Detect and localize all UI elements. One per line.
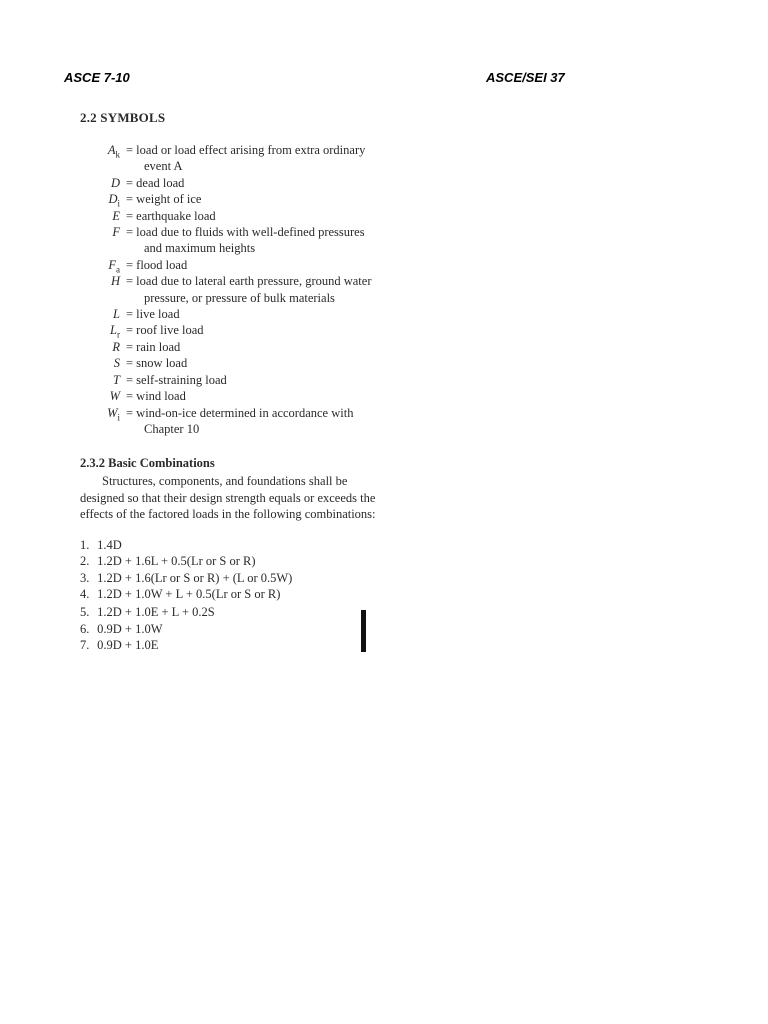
symbol-term (80, 405, 120, 426)
combination-row (80, 621, 380, 637)
symbols-title: 2.2 SYMBOLS (80, 110, 166, 125)
combination-number: 3. (80, 570, 90, 585)
combination-row (80, 537, 380, 553)
symbol-letter: D (110, 175, 120, 190)
symbol-definition: = roof live load (126, 323, 204, 338)
symbol-letter: E (112, 208, 120, 223)
symbol-definition-continuation: and maximum heights (144, 241, 256, 256)
symbol-letter: S (113, 356, 120, 371)
symbol-definition: = self-straining load (126, 372, 227, 387)
symbol-letter: H (110, 274, 120, 289)
symbol-row (80, 224, 380, 257)
combination-row (80, 570, 380, 586)
symbol-definition: = dead load (126, 175, 185, 190)
margin-change-bar (361, 610, 366, 652)
combination-row (80, 586, 380, 602)
combinations-list (80, 537, 380, 654)
symbols-list (80, 142, 380, 437)
symbol-definition: = load due to lateral earth pressure, ground water (126, 274, 372, 289)
symbol-term (80, 388, 120, 404)
basic-combinations-title: 2.3.2 Basic Combinations (80, 456, 215, 471)
symbol-letter: D (108, 192, 118, 207)
combination-number: 2. (80, 554, 90, 569)
symbol-definition: = weight of ice (126, 192, 202, 207)
symbol-definition: = wind-on-ice determined in accordance with (126, 405, 354, 420)
header-right: ASCE/SEI 37 (486, 70, 565, 85)
symbol-term (80, 339, 120, 355)
combination-formula: 1.2D + 1.0E + L + 0.2S (94, 605, 215, 620)
symbol-row (80, 405, 380, 438)
symbol-letter: T (113, 372, 120, 387)
combination-formula: 1.2D + 1.0W + L + 0.5(Lr or S or R) (94, 587, 281, 602)
symbol-subscript: i (117, 412, 120, 422)
combination-formula: 1.4D (94, 537, 122, 552)
symbol-subscript: a (116, 264, 120, 275)
symbol-row (80, 306, 380, 322)
combination-number: 4. (80, 587, 90, 602)
basic-combinations-paragraph: Structures, components, and foundations shall be designed so that their design strength equals or exceeds the effects of the factored loads in the following combinations: (80, 474, 376, 522)
symbol-subscript: r (117, 329, 120, 340)
symbol-definition: = wind load (126, 389, 186, 404)
combination-formula: 1.2D + 1.6L + 0.5(Lr or S or R) (94, 554, 256, 569)
symbol-row (80, 372, 380, 388)
symbol-row (80, 388, 380, 404)
symbol-row (80, 322, 380, 338)
symbol-term (80, 273, 120, 289)
symbol-definition-continuation: pressure, or pressure of bulk materials (144, 290, 335, 305)
combination-row (80, 553, 380, 569)
symbol-definition: = load or load effect arising from extra ordinary (126, 143, 366, 157)
combination-number: 5. (80, 605, 90, 620)
symbol-subscript: i (117, 198, 120, 209)
symbol-row (80, 257, 380, 273)
symbol-letter: F (112, 225, 120, 240)
symbol-letter: W (107, 405, 118, 420)
symbol-term (80, 372, 120, 388)
combination-number: 1. (80, 537, 90, 552)
symbol-letter: A (107, 143, 116, 157)
symbol-row (80, 191, 380, 207)
symbol-definition: = load due to fluids with well-defined pressures (126, 225, 365, 240)
symbol-row (80, 208, 380, 224)
symbol-term (80, 306, 120, 322)
symbol-definition: = snow load (126, 356, 188, 371)
symbol-definition-continuation: event A (144, 159, 183, 174)
combination-number: 6. (80, 621, 90, 636)
symbol-letter: W (109, 389, 120, 404)
symbol-term (80, 355, 120, 371)
symbol-term (80, 175, 120, 191)
symbol-definition: = flood load (126, 257, 188, 272)
symbol-term (80, 224, 120, 240)
combination-formula: 0.9D + 1.0W (94, 621, 163, 636)
symbol-subscript: k (115, 149, 120, 160)
symbol-letter: F (108, 257, 116, 272)
header-left: ASCE 7-10 (64, 70, 130, 85)
combination-row (80, 604, 380, 620)
symbol-term (80, 142, 120, 163)
symbol-letter: L (113, 307, 120, 322)
symbol-term (80, 208, 120, 224)
symbol-row (80, 175, 380, 191)
combination-number: 7. (80, 638, 90, 653)
symbol-row (80, 355, 380, 371)
symbol-row (80, 273, 380, 306)
scanned-excerpt (80, 110, 380, 654)
symbol-definition-continuation: Chapter 10 (144, 421, 200, 436)
symbol-definition: = rain load (126, 339, 181, 354)
symbol-definition: = earthquake load (126, 208, 216, 223)
symbol-row (80, 339, 380, 355)
symbol-row (80, 142, 380, 175)
symbol-letter: R (112, 339, 120, 354)
combination-row (80, 637, 380, 653)
combination-formula: 0.9D + 1.0E (94, 638, 159, 653)
symbol-letter: L (110, 323, 117, 338)
combination-formula: 1.2D + 1.6(Lr or S or R) + (L or 0.5W) (94, 570, 293, 585)
symbol-definition: = live load (126, 307, 180, 322)
